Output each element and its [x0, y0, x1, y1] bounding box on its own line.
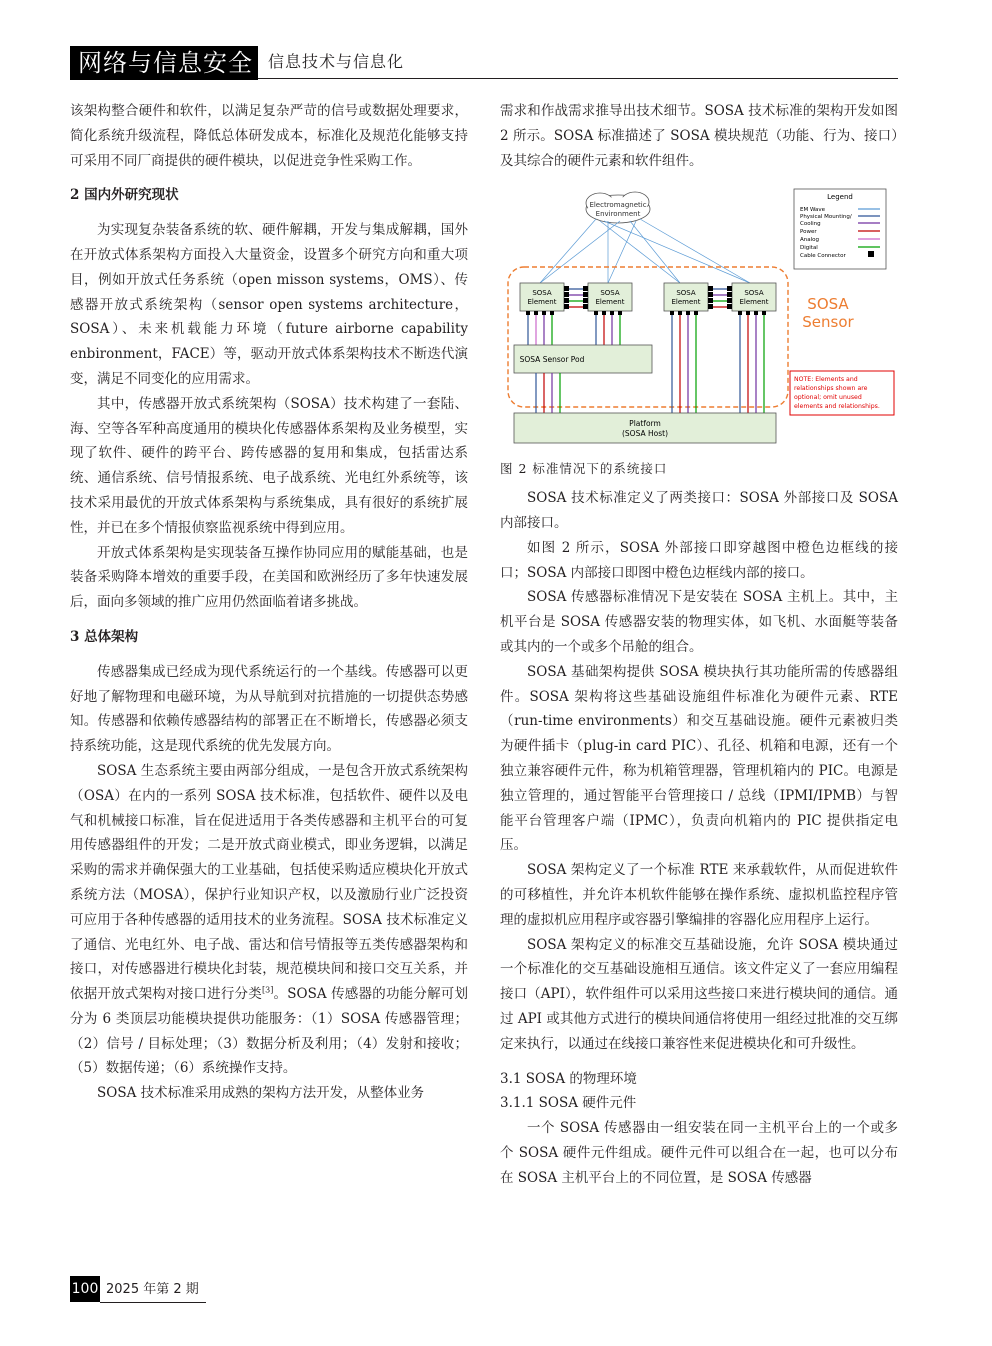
- section-heading-3: 3 总体架构: [70, 628, 139, 645]
- legend-label: Analog: [800, 237, 820, 244]
- subsection-heading: 3.1 SOSA 的物理环境: [500, 1070, 637, 1087]
- legend-label: EM Wave: [800, 207, 826, 214]
- svg-text:Element: Element: [595, 298, 625, 307]
- svg-text:relationships shown are: relationships shown are: [794, 385, 868, 393]
- paragraph: 开放式体系架构是实现装备互操作协同应用的赋能基础，也是装备采购降本增效的重要手段，在美国和欧洲经历了多年快速发展后，面向多领域的推广应用仍然面临着诸多挑战。: [70, 544, 468, 611]
- element-to-platform-links: [672, 315, 764, 413]
- right-column: [500, 99, 898, 1191]
- note-box: [790, 371, 894, 415]
- figure-caption: 图 2 标准情况下的系统接口: [500, 461, 668, 477]
- paragraph: SOSA 技术标准定义了两类接口：SOSA 外部接口及 SOSA 内部接口。: [500, 490, 898, 531]
- em-wave-lines: [540, 219, 750, 283]
- sosa-element-2: [588, 283, 632, 311]
- em-environment-cloud: [586, 192, 650, 223]
- header-rule: [258, 78, 898, 79]
- system-interface-diagram: [500, 187, 898, 451]
- sosa-sensor-label-2: Sensor: [802, 313, 854, 332]
- journal-name: 信息技术与信息化: [268, 52, 405, 71]
- cloud-label-1: Electromagnetic: [589, 201, 647, 210]
- issue-label: 2025 年第 2 期: [106, 1282, 199, 1297]
- cloud-label-2: Environment: [595, 210, 641, 219]
- footer-rule: [100, 1302, 206, 1303]
- svg-text:elements and relationships.: elements and relationships.: [794, 403, 880, 411]
- page-header: [70, 44, 898, 80]
- paragraph: 该架构整合硬件和软件，以满足复杂严苛的信号或数据处理要求，简化系统升级流程，降低总体研发成本，标准化及规范化能够支持可采用不同厂商提供的硬件模块，以促进竞争性采购工作。: [70, 103, 468, 169]
- paragraph: 一个 SOSA 传感器由一组安装在同一主机平台上的一个或多个 SOSA 硬件元件组成。硬件元件可以组合在一起，也可以分布在 SOSA 主机平台上的不同位置，是 SOSA 传感器: [500, 1120, 898, 1186]
- paragraph: 需求和作战需求推导出技术细节。SOSA 技术标准的架构开发如图 2 所示。SOSA 标准描述了 SOSA 模块规范（功能、行为、接口）及其综合的硬件元素和软件组件。: [500, 103, 898, 169]
- paragraph: 传感器集成已经成为现代系统运行的一个基线。传感器可以更好地了解物理和电磁环境，为从导航到对抗措施的一切提供态势感知。传感器和依赖传感器结构的部署正在不断增长，传感器必须支持系统功能，这是现代系统的优先发展方向。: [70, 663, 468, 755]
- svg-text:Element: Element: [671, 298, 701, 307]
- svg-text:(SOSA Host): (SOSA Host): [621, 429, 669, 439]
- paragraph: 如图 2 所示，SOSA 外部接口即穿越图中橙色边框线的接口；SOSA 内部接口即图中橙色边框线内部的接口。: [500, 539, 898, 581]
- citation-ref[interactable]: [3]: [262, 985, 274, 995]
- paragraph: SOSA 架构定义了一个标准 RTE 来承载软件，从而促进软件的可移植性，并允许本机软件能够在操作系统、虚拟机监控程序管理的虚拟机应用程序或容器引擎编排的容器化应用程序上运行。: [500, 862, 898, 928]
- paragraph: SOSA 基础架构提供 SOSA 模块执行其功能所需的传感器组件。SOSA 架构将这些基础设施组件标准化为硬件元素、RTE（run-time environments）和交互基础设施。硬件元素被归类为硬件插卡（plug-in card PIC）、孔径、机箱和电源，还有一个独立兼容硬件元件，称为机箱管理器，管理机箱内的 PIC。电源是独立管理的，通过智能平台管理接口 / 总线（IPMI/IPMB）与智能平台管理客户端（IPMC），负责向机箱内的 PIC 提供指定电压。: [500, 663, 898, 854]
- svg-text:SOSA: SOSA: [744, 289, 764, 298]
- legend-title: Legend: [827, 193, 853, 202]
- sosa-element-4: [732, 283, 776, 311]
- svg-text:Element: Element: [527, 298, 557, 307]
- paragraph: SOSA 技术标准采用成熟的架构方法开发，从整体业务: [97, 1085, 425, 1102]
- paragraph: 为实现复杂装备系统的软、硬件解耦，开发与集成解耦，国外在开放式体系架构方面投入大量资金，设置多个研究方向和重大项目，例如开放式任务系统（open misson systems，OMS）、传感器开放式系统架构（sensor open systems architecture，SOSA）、未来机载能力环境（future airborne capability enbironment，FACE）等，驱动开放式体系架构技术不断迭代演变，满足不同变化的应用需求。: [70, 222, 468, 387]
- paragraph: SOSA 生态系统主要由两部分组成，一是包含开放式系统架构（OSA）在内的一系列 SOSA 技术标准，包括软件、硬件以及电气和机械接口标准，旨在促进适用于各类传感器和主机平台的可复用传感器组件的开发；二是开放式商业模式，即业务逻辑，以满足采购的需求并确保强大的工业基础，包括使采购适应模块化开放式系统方法（MOSA），保护行业知识产权，以及激励行业广泛投资可应用于各种传感器的适用技术的业务流程。SOSA 技术标准定义了通信、光电红外、电子战、雷达和信号情报等五类传感器架构和接口，对传感器进行模块化封装，规范模块间和接口交互关系，并依据开放式架构对接口进行分类[3]。SOSA 传感器的功能分解可划分为 6 类顶层功能模块提供功能服务：（1）SOSA 传感器管理；（2）信号 / 目标处理；（3）数据分析及利用；（4）发射和接收；（5）数据传递；（6）系统操作支持。: [70, 762, 469, 1077]
- subsubsection-heading: 3.1.1 SOSA 硬件元件: [500, 1095, 637, 1112]
- element-to-pod-links: [528, 315, 620, 345]
- svg-text:SOSA: SOSA: [600, 289, 620, 298]
- paragraph: SOSA 架构定义的标准交互基础设施，允许 SOSA 模块通过一个标准化的交互基础设施相互通信。该文件定义了一套应用编程接口（API），软件组件可以采用这些接口来进行模块间的通信。通过 API 或其他方式进行的模块间通信将使用一组经过批准的交互绑定来执行，以通过在线接口兼容性来促进模块化和可升级性。: [500, 936, 898, 1052]
- legend-label: Cable Connector: [800, 253, 846, 260]
- legend-label: Digital: [800, 245, 818, 252]
- svg-text:SOSA: SOSA: [676, 289, 696, 298]
- figure-2: [500, 187, 898, 451]
- sosa-sensor-pod: [514, 345, 652, 373]
- sosa-sensor-label-1: SOSA: [807, 295, 849, 314]
- svg-text:SOSA Sensor Pod: SOSA Sensor Pod: [519, 355, 585, 365]
- section-heading-2: 2 国内外研究现状: [70, 187, 179, 204]
- left-column: [70, 99, 468, 1106]
- svg-text:Element: Element: [739, 298, 769, 307]
- svg-text:SOSA: SOSA: [532, 289, 552, 298]
- paragraph: 其中，传感器开放式系统架构（SOSA）技术构建了一套陆、海、空等各军种高度通用的模块化传感器体系架构及业务模型，实现了软件、硬件的跨平台、跨传感器的复用和集成，包括雷达系统、通信系统、信号情报系统、电子战系统、光电红外系统等，该技术采用最优的开放式体系架构与系统集成，具有很好的系统扩展性，并已在多个情报侦察监视系统中得到应用。: [70, 395, 468, 536]
- pod-to-platform-links: [536, 373, 560, 413]
- legend: [794, 189, 886, 269]
- sosa-element-1: [520, 283, 564, 311]
- legend-label: Physical Mounting/: [800, 214, 852, 221]
- svg-text:optional; omit unused: optional; omit unused: [794, 394, 862, 402]
- svg-text:NOTE: Elements and: NOTE: Elements and: [794, 376, 858, 384]
- platform-host: [514, 413, 776, 443]
- paragraph: SOSA 传感器标准情况下是安装在 SOSA 主机上。其中，主机平台是 SOSA 传感器安装的物理实体，如飞机、水面艇等装备或其内的一个或多个吊舱的组合。: [500, 589, 898, 655]
- section-title: 网络与信息安全: [70, 46, 258, 80]
- sosa-element-3: [664, 283, 708, 311]
- svg-text:Platform: Platform: [629, 419, 661, 429]
- legend-label: Cooling: [800, 221, 821, 228]
- legend-label: Power: [800, 229, 817, 236]
- page-number: 100: [70, 1276, 100, 1302]
